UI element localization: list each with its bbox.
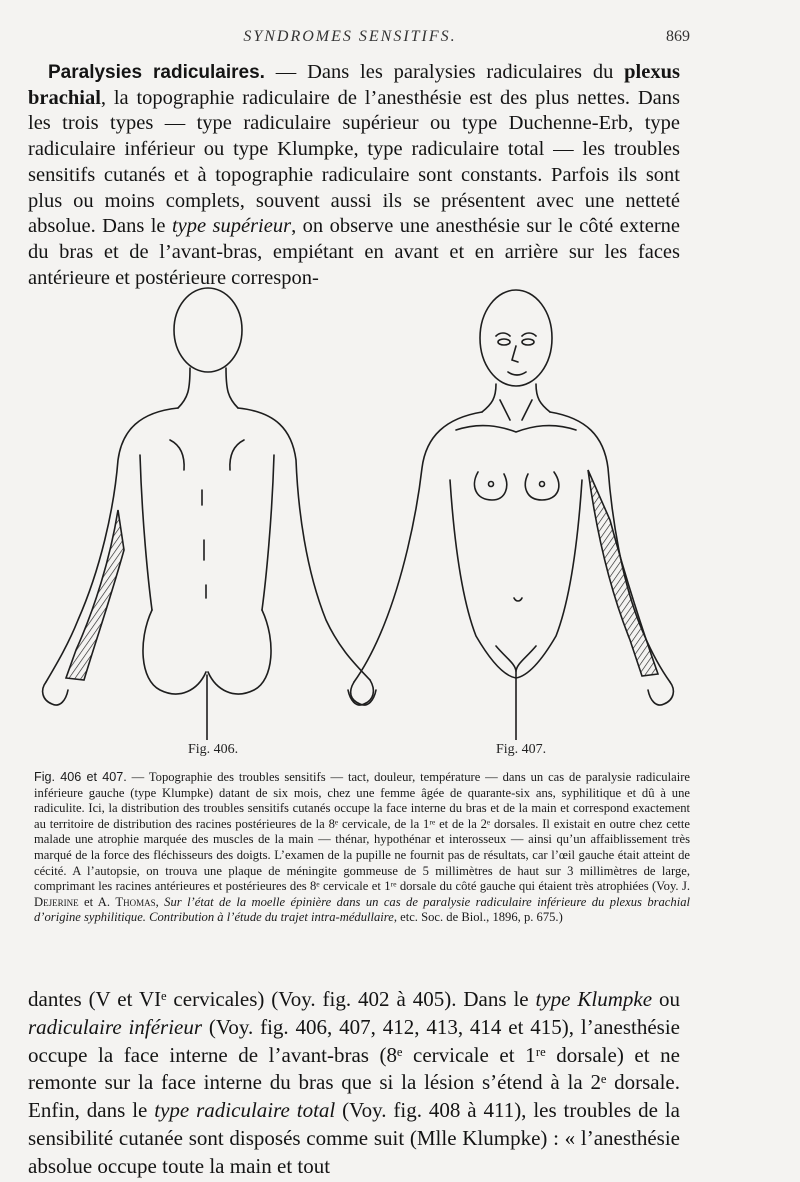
emphasis-term: type radiculaire total <box>154 1098 336 1123</box>
text-segment: (Voy. fig. 408 à 411), les troubles de la sensibilité cutanée sont disposés comme suit (Mlle Klumpke) : « l’anesthésie absolue occupe toute la main et tout <box>28 1098 680 1178</box>
running-title: SYNDROMES SENSITIFS. <box>243 28 457 45</box>
emphasis-term: radiculaire inférieur <box>28 1014 203 1039</box>
caption-paragraph <box>34 770 690 926</box>
figure-label-407: Fig. 407. <box>496 742 547 757</box>
front-view-figure <box>351 290 674 740</box>
paragraph-continuation <box>28 986 680 1181</box>
page-number: 869 <box>666 28 690 45</box>
back-view-figure <box>43 288 374 740</box>
text-segment: , on observe une anesthésie sur le côté externe du bras et de l’avant-bras, empiétant en avant et en arrière sur les faces antérieure et postérieure correspon- <box>28 215 680 289</box>
top-paragraph <box>28 60 680 291</box>
caption-text: — Topographie des troubles sensitifs — tact, douleur, température — dans un cas de paralysie radiculaire inférieure gauche (type Klumpke) datant de six mois, chez une femme âgée de quarante-six ans, syphilitique et dû à une radiculite. Ici, la distribution des troubles sensitifs cutanés occupe la face interne du bras et de la main et correspond exactement au territoire de distribution des racines postérieures de la 8ᵉ cervicale, de la 1ʳᵉ et de la 2ᵉ dorsales. Il existait en outre chez cette malade une atrophie marquée des muscles de la main — thénar, hypothénar et interosseux — ainsi qu’un affaiblissement très marqué de la force des fléchisseurs des doigts. L’examen de la pupille ne fournit pas de résultats, car l’œil gauche était atteint de cécité. A l’autopsie, on trouva une plaque de méningite gommeuse de 5 millimètres de haut sur 3 millimètres de large, comprimant les racines antérieures et postérieures des 8ᵉ cervicale et 1ʳᵉ dorsale du côté gauche qui étaient très atrophiées (Voy. J. <box>34 770 690 894</box>
text-segment: dantes (V et VIᵉ cervicales) (Voy. fig. 402 à 405). Dans le <box>28 987 536 1011</box>
emphasis-term: type Klumpke <box>535 987 653 1011</box>
text-segment: ou <box>652 987 680 1011</box>
caption-author: Dejerine <box>34 894 79 909</box>
anesthesia-zone-front <box>588 470 658 676</box>
caption-text: et A. <box>78 894 116 909</box>
section-run-in-heading: Paralysies radiculaires. <box>48 62 265 83</box>
caption-text: , <box>155 894 165 909</box>
caption-author: Thomas <box>115 894 156 909</box>
text-segment: , la topographie radiculaire de l’anesthésie est des plus nettes. Dans les trois types — type radiculaire supérieur ou type Duchenne-Erb, type radiculaire inférieur ou type Klumpke, type radiculaire total — les troubles sensitifs cutanés et à topographie radiculaire sont constants. Parfois ils sont plus ou moins complets, souvent aussi ils se présentent avec une netteté absolue. Dans le <box>28 86 680 238</box>
caption-reference-title: Sur l’état de la moelle épinière dans un cas de paralysie radiculaire inférieure du plexus brachial d’origine syphilitique. Contribution à l’étude du trajet intra-médullaire <box>34 894 690 925</box>
running-head <box>0 28 800 50</box>
paragraph-paralysies-radiculaires <box>28 60 680 291</box>
bold-term: plexus brachial <box>28 61 680 109</box>
text-segment: — Dans les paralysies radiculaires du <box>264 61 625 83</box>
figure-406-407 <box>30 280 680 740</box>
anesthesia-zone-back <box>66 510 124 680</box>
caption-text: , etc. Soc. de Biol., 1896, p. 675.) <box>393 910 563 925</box>
text-segment: (Voy. fig. 406, 407, 412, 413, 414 et 415), l’anesthésie occupe la face interne de l’avant-bras (8ᵉ cervicale et 1ʳᵉ dorsale) et ne remonte sur la face interne du bras que si la lésion s’étend à la 2ᵉ dorsale. Enfin, dans le <box>28 1014 680 1123</box>
emphasis-term: type supérieur <box>171 215 292 238</box>
caption-lead: Fig. 406 et 407. <box>34 770 127 784</box>
anatomical-illustration <box>30 280 680 740</box>
bottom-paragraph <box>28 986 680 1181</box>
figure-label-406: Fig. 406. <box>188 742 239 757</box>
figure-caption <box>34 770 690 926</box>
